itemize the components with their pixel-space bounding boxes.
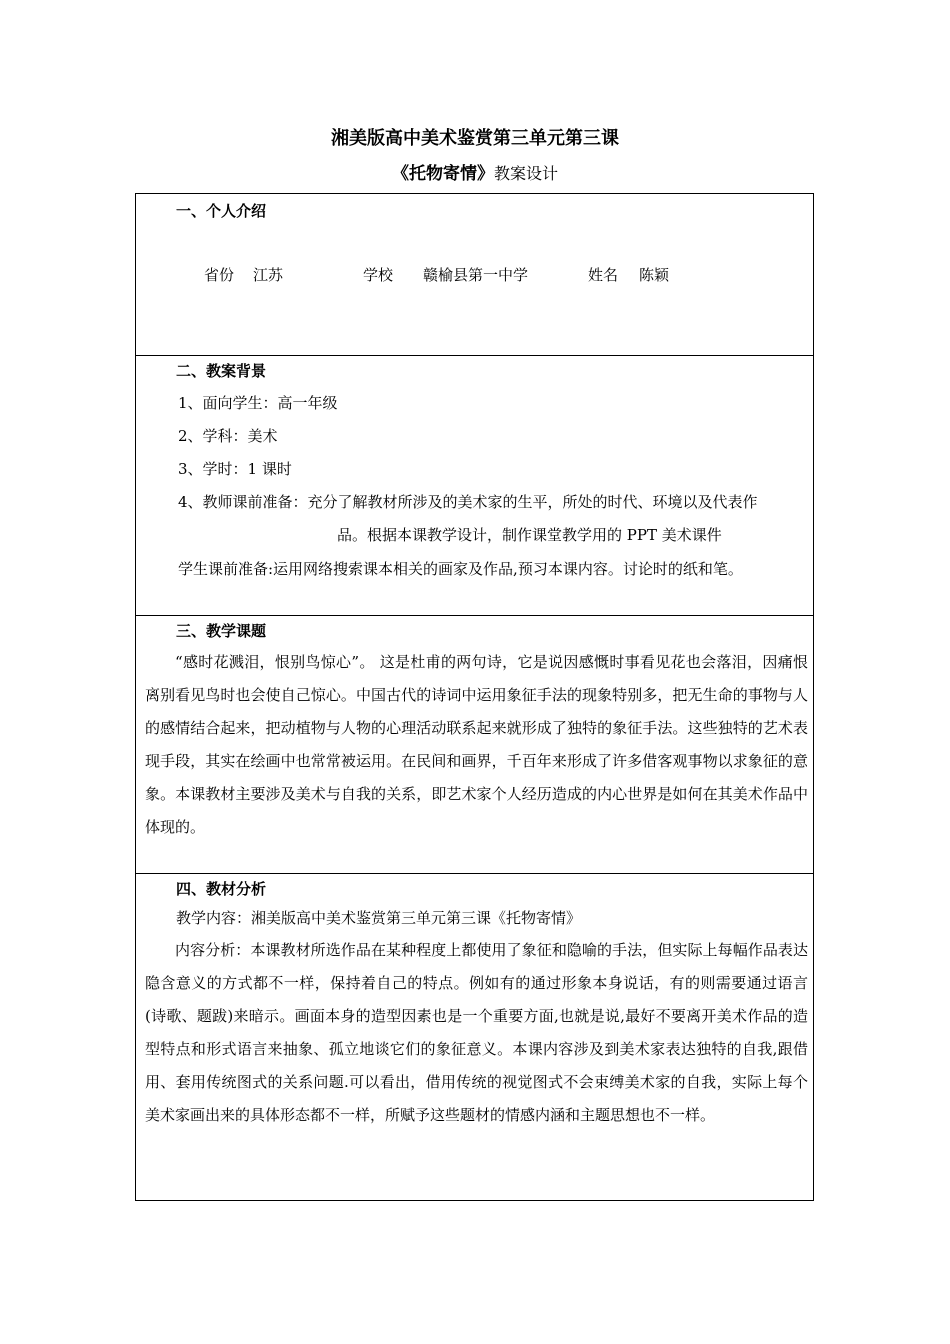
topic-paragraph: “感时花溅泪，恨别鸟惊心”。 这是杜甫的两句诗，它是说因感慨时事看见花也会落泪，因痛恨离别看见鸟时也会使自己惊心。中国古代的诗词中运用象征手法的现象特别多，把无生命的事物与人的感情结合起来，把动植物与人物的心理活动联系起来就形成了独特的象征手法。这些独特的艺术表现手段，其实在绘画中也常常被运用。在民间和画界，千百年来形成了许多借客观事物以求象征的意象。本课教材主要涉及美术与自我的关系，即艺术家个人经历造成的内心世界是如何在其美术作品中体现的。	[145, 653, 808, 836]
document-subtitle	[0, 159, 950, 184]
name-value: 陈颖	[639, 266, 670, 284]
section-personal-intro	[136, 194, 813, 356]
section-heading: 四、教材分析	[176, 880, 267, 898]
subtitle-rest: 教案设计	[493, 164, 558, 183]
background-item: 4、教师课前准备：充分了解教材所涉及的美术家的生平，所处的时代、环境以及代表作	[178, 493, 758, 511]
section-material-analysis	[136, 874, 813, 1201]
section-background	[136, 356, 813, 616]
section-topic	[136, 616, 813, 874]
section-heading: 三、教学课题	[176, 622, 267, 640]
background-item: 1、面向学生：高一年级	[178, 394, 338, 412]
school-value: 赣榆县第一中学	[423, 266, 529, 284]
province-label: 省份	[204, 266, 235, 284]
document-title: 湘美版高中美术鉴赏第三单元第三课	[331, 128, 619, 149]
teaching-content: 教学内容：湘美版高中美术鉴赏第三单元第三课《托物寄情》	[176, 909, 582, 927]
background-item-cont: 品。根据本课教学设计，制作课堂教学用的 PPT 美术课件	[337, 526, 722, 544]
school-label: 学校	[363, 266, 394, 284]
province-value: 江苏	[253, 266, 284, 284]
lesson-plan-table	[135, 193, 814, 1201]
name-label: 姓名	[588, 266, 619, 284]
section-heading: 二、教案背景	[176, 362, 267, 380]
lesson-name: 《托物寄情》	[391, 164, 494, 184]
analysis-paragraph: 内容分析：本课教材所选作品在某种程度上都使用了象征和隐喻的手法，但实际上每幅作品表达隐含意义的方式都不一样，保持着自己的特点。例如有的通过形象本身说话，有的则需要通过语言(诗歌、题跋)来暗示。画面本身的造型因素也是一个重要方面,也就是说,最好不要离开美术作品的造型特点和形式语言来抽象、孤立地谈它们的象征意义。本课内容涉及到美术家表达独特的自我,跟借用、套用传统图式的关系问题.可以看出，借用传统的视觉图式不会束缚美术家的自我，实际上每个美术家画出来的具体形态都不一样，所赋予这些题材的情感内涵和主题思想也不一样。	[145, 941, 808, 1124]
student-prep: 学生课前准备:运用网络搜索课本相关的画家及作品,预习本课内容。讨论时的纸和笔。	[178, 560, 743, 578]
background-item: 3、学时：1 课时	[178, 460, 292, 478]
background-item: 2、学科：美术	[178, 427, 278, 445]
section-heading: 一、个人介绍	[176, 202, 267, 220]
